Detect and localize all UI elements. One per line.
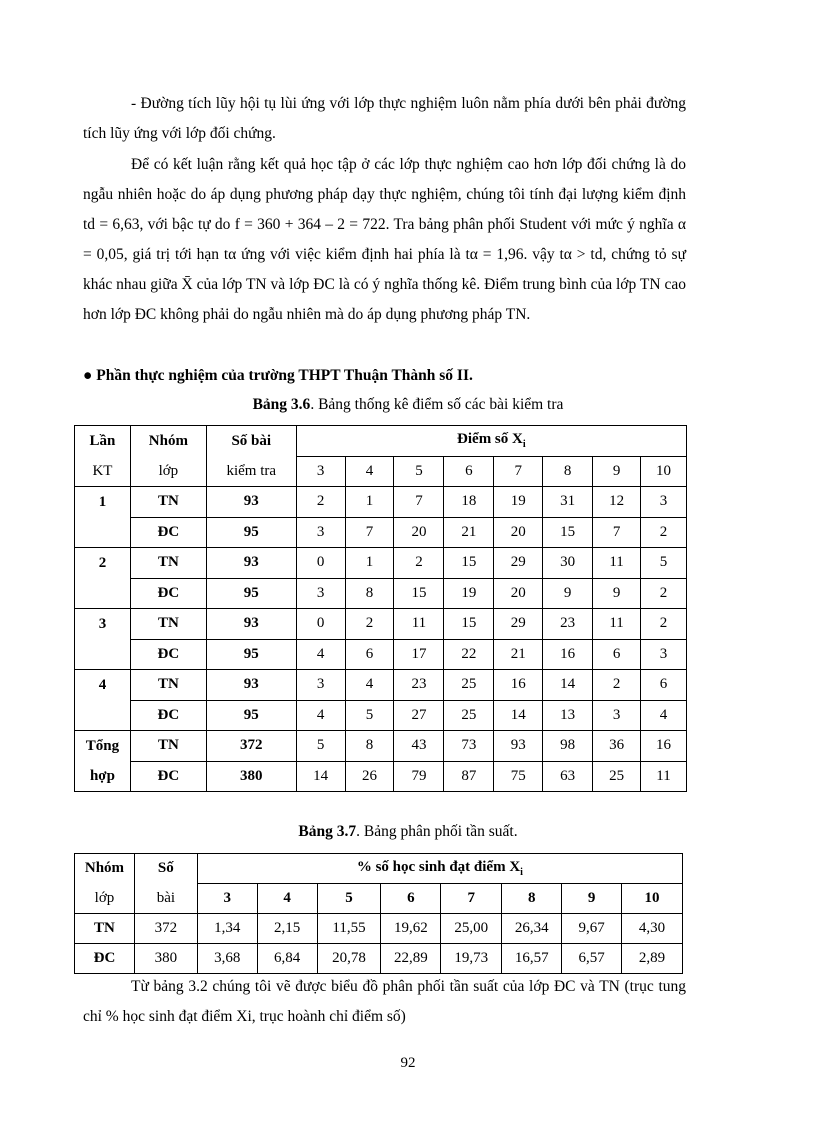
cell-score-value: 11 bbox=[394, 609, 444, 640]
t2-score-header: 6 bbox=[381, 884, 441, 914]
cell-lan-kt bbox=[75, 578, 131, 609]
cell-score-value: 4 bbox=[345, 670, 394, 701]
t2-score-header: 9 bbox=[562, 884, 622, 914]
cell-score-value: 20 bbox=[394, 517, 444, 548]
cell-percent-value: 1,34 bbox=[197, 914, 257, 944]
cell-score-value: 63 bbox=[543, 761, 593, 792]
cell-score-value: 25 bbox=[444, 670, 494, 701]
cell-score-value: 25 bbox=[444, 700, 494, 731]
table-row bbox=[75, 639, 687, 670]
table1-caption-text: . Bảng thống kê điểm số các bài kiểm tra bbox=[310, 396, 564, 413]
cell-score-value: 73 bbox=[444, 731, 494, 762]
table2-caption-text: . Bảng phân phối tần suất. bbox=[356, 823, 518, 840]
t2-header-percent bbox=[197, 854, 682, 884]
cell-score-value: 3 bbox=[296, 517, 345, 548]
table1-header-row bbox=[75, 426, 687, 457]
cell-score-value: 14 bbox=[494, 700, 543, 731]
cell-lan-kt bbox=[75, 517, 131, 548]
table1-caption bbox=[0, 396, 816, 414]
cell-count: 372 bbox=[134, 914, 197, 944]
cell-score-value: 23 bbox=[543, 609, 593, 640]
cell-score-value: 2 bbox=[641, 517, 687, 548]
score-statistics-table bbox=[74, 425, 687, 792]
cell-count: 380 bbox=[206, 761, 296, 792]
cell-score-value: 3 bbox=[296, 578, 345, 609]
score-header: 8 bbox=[543, 456, 593, 487]
cell-score-value: 98 bbox=[543, 731, 593, 762]
table-row bbox=[75, 548, 687, 579]
cell-score-value: 26 bbox=[345, 761, 394, 792]
cell-count: 95 bbox=[206, 578, 296, 609]
table-row bbox=[75, 944, 683, 974]
cell-score-value: 9 bbox=[593, 578, 641, 609]
cell-score-value: 2 bbox=[593, 670, 641, 701]
table-row bbox=[75, 670, 687, 701]
cell-count: 93 bbox=[206, 670, 296, 701]
cell-lan-kt bbox=[75, 700, 131, 731]
cell-count: 95 bbox=[206, 517, 296, 548]
cell-score-value: 18 bbox=[444, 487, 494, 518]
table1-score-row bbox=[75, 456, 687, 487]
cell-score-value: 87 bbox=[444, 761, 494, 792]
score-header: 6 bbox=[444, 456, 494, 487]
cell-score-value: 3 bbox=[593, 700, 641, 731]
cell-score-value: 16 bbox=[641, 731, 687, 762]
cell-score-value: 6 bbox=[641, 670, 687, 701]
table-row bbox=[75, 578, 687, 609]
cell-score-value: 22 bbox=[444, 639, 494, 670]
cell-score-value: 5 bbox=[345, 700, 394, 731]
cell-score-value: 5 bbox=[641, 548, 687, 579]
header-nhom-lop-bottom: lớp bbox=[130, 456, 206, 487]
cell-score-value: 1 bbox=[345, 548, 394, 579]
cell-percent-value: 22,89 bbox=[381, 944, 441, 974]
cell-score-value: 2 bbox=[641, 578, 687, 609]
score-header: 5 bbox=[394, 456, 444, 487]
cell-score-value: 17 bbox=[394, 639, 444, 670]
cell-score-value: 3 bbox=[296, 670, 345, 701]
cell-score-value: 16 bbox=[494, 670, 543, 701]
table2-caption-label: Bảng 3.7 bbox=[298, 823, 357, 840]
cell-score-value: 21 bbox=[494, 639, 543, 670]
page-number: 92 bbox=[400, 1055, 416, 1071]
cell-percent-value: 2,89 bbox=[622, 944, 683, 974]
header-so-bai-bottom: kiểm tra bbox=[206, 456, 296, 487]
cell-score-value: 19 bbox=[494, 487, 543, 518]
cell-percent-value: 11,55 bbox=[317, 914, 381, 944]
cell-percent-value: 19,62 bbox=[381, 914, 441, 944]
cell-score-value: 4 bbox=[296, 700, 345, 731]
cell-score-value: 29 bbox=[494, 609, 543, 640]
t2-score-header: 5 bbox=[317, 884, 381, 914]
cell-group: ĐC bbox=[130, 761, 206, 792]
paragraph-chart-intro: Từ bảng 3.2 chúng tôi vẽ được biểu đồ phân phối tần suất của lớp ĐC và TN (trục tung chỉ % học sinh đạt điểm Xi, trục hoành chỉ điểm số) bbox=[83, 978, 686, 1025]
cell-group: TN bbox=[130, 731, 206, 762]
cell-score-value: 11 bbox=[641, 761, 687, 792]
cell-score-value: 6 bbox=[345, 639, 394, 670]
cell-group: TN bbox=[130, 609, 206, 640]
cell-percent-value: 16,57 bbox=[502, 944, 562, 974]
cell-score-value: 93 bbox=[494, 731, 543, 762]
table2-header-row bbox=[75, 854, 683, 884]
cell-score-value: 2 bbox=[296, 487, 345, 518]
cell-group: ĐC bbox=[130, 578, 206, 609]
cell-count: 95 bbox=[206, 700, 296, 731]
score-header: 4 bbox=[345, 456, 394, 487]
cell-score-value: 0 bbox=[296, 548, 345, 579]
cell-score-value: 30 bbox=[543, 548, 593, 579]
cell-score-value: 27 bbox=[394, 700, 444, 731]
cell-group: ĐC bbox=[75, 944, 135, 974]
cell-score-value: 11 bbox=[593, 548, 641, 579]
table2-caption bbox=[0, 823, 816, 841]
cell-percent-value: 3,68 bbox=[197, 944, 257, 974]
cell-group: TN bbox=[130, 670, 206, 701]
cell-score-value: 12 bbox=[593, 487, 641, 518]
header-diem-so-sub: i bbox=[522, 439, 526, 451]
cell-lan-kt: Tổng bbox=[75, 731, 131, 762]
cell-lan-kt: 3 bbox=[75, 609, 131, 640]
header-so-bai-top: Số bài bbox=[206, 426, 296, 457]
cell-score-value: 2 bbox=[641, 609, 687, 640]
cell-percent-value: 6,57 bbox=[562, 944, 622, 974]
cell-lan-kt: 1 bbox=[75, 487, 131, 518]
cell-score-value: 15 bbox=[394, 578, 444, 609]
cell-score-value: 7 bbox=[593, 517, 641, 548]
t2-header-nhom-bottom: lớp bbox=[75, 884, 135, 914]
cell-score-value: 3 bbox=[641, 639, 687, 670]
t2-score-header: 3 bbox=[197, 884, 257, 914]
table1-caption-label: Bảng 3.6 bbox=[252, 396, 311, 413]
cell-percent-value: 25,00 bbox=[441, 914, 502, 944]
table-row bbox=[75, 517, 687, 548]
cell-percent-value: 4,30 bbox=[622, 914, 683, 944]
t2-header-percent-label: % số học sinh đạt điểm X bbox=[356, 859, 521, 875]
cell-percent-value: 20,78 bbox=[317, 944, 381, 974]
cell-score-value: 3 bbox=[641, 487, 687, 518]
cell-score-value: 4 bbox=[296, 639, 345, 670]
cell-count: 93 bbox=[206, 609, 296, 640]
cell-score-value: 14 bbox=[296, 761, 345, 792]
cell-score-value: 20 bbox=[494, 578, 543, 609]
cell-score-value: 11 bbox=[593, 609, 641, 640]
cell-score-value: 29 bbox=[494, 548, 543, 579]
cell-score-value: 21 bbox=[444, 517, 494, 548]
cell-count: 93 bbox=[206, 487, 296, 518]
t2-score-header: 8 bbox=[502, 884, 562, 914]
cell-score-value: 2 bbox=[394, 548, 444, 579]
cell-score-value: 19 bbox=[444, 578, 494, 609]
cell-percent-value: 19,73 bbox=[441, 944, 502, 974]
cell-score-value: 9 bbox=[543, 578, 593, 609]
table-row bbox=[75, 731, 687, 762]
cell-score-value: 31 bbox=[543, 487, 593, 518]
cell-count: 380 bbox=[134, 944, 197, 974]
cell-score-value: 5 bbox=[296, 731, 345, 762]
cell-score-value: 14 bbox=[543, 670, 593, 701]
cell-percent-value: 2,15 bbox=[257, 914, 317, 944]
table-row bbox=[75, 914, 683, 944]
cell-score-value: 1 bbox=[345, 487, 394, 518]
cell-score-value: 8 bbox=[345, 731, 394, 762]
cell-score-value: 2 bbox=[345, 609, 394, 640]
score-header: 7 bbox=[494, 456, 543, 487]
t2-score-header: 4 bbox=[257, 884, 317, 914]
t2-header-nhom-top: Nhóm bbox=[75, 854, 135, 884]
header-diem-so-label: Điểm số X bbox=[457, 431, 523, 448]
table-row bbox=[75, 487, 687, 518]
cell-score-value: 4 bbox=[641, 700, 687, 731]
cell-score-value: 13 bbox=[543, 700, 593, 731]
cell-score-value: 15 bbox=[543, 517, 593, 548]
cell-score-value: 23 bbox=[394, 670, 444, 701]
cell-group: TN bbox=[130, 487, 206, 518]
cell-lan-kt: hợp bbox=[75, 761, 131, 792]
table-row bbox=[75, 700, 687, 731]
cell-score-value: 7 bbox=[345, 517, 394, 548]
t2-score-header: 10 bbox=[622, 884, 683, 914]
paragraph-t-test: Để có kết luận rằng kết quả học tập ở các lớp thực nghiệm cao hơn lớp đối chứng là do ngẫu nhiên hoặc do áp dụng phương pháp dạy thực nghiệm, chúng tôi tính đại lượng kiểm định td = 6,63, với bậc tự do f = 360 + 364 – 2 = 722. Tra bảng phân phối Student với mức ý nghĩa α = 0,05, giá trị tới hạn tα ứng với việc kiểm định hai phía là tα = 1,96. vậy tα > td, chứng tỏ sự khác nhau giữa X̄ của lớp TN và lớp ĐC là có ý nghĩa thống kê. Điểm trung bình của lớp TN cao hơn lớp ĐC không phải do ngẫu nhiên mà do áp dụng phương pháp TN. bbox=[83, 156, 686, 323]
t2-header-so-top: Số bbox=[134, 854, 197, 884]
score-header: 9 bbox=[593, 456, 641, 487]
cell-lan-kt bbox=[75, 639, 131, 670]
cell-percent-value: 26,34 bbox=[502, 914, 562, 944]
cell-score-value: 43 bbox=[394, 731, 444, 762]
header-lan-kt-bottom: KT bbox=[75, 456, 131, 487]
cell-score-value: 16 bbox=[543, 639, 593, 670]
cell-score-value: 0 bbox=[296, 609, 345, 640]
section-heading: ● Phần thực nghiệm của trường THPT Thuận Thành số II. bbox=[83, 367, 473, 384]
cell-score-value: 36 bbox=[593, 731, 641, 762]
cell-score-value: 15 bbox=[444, 548, 494, 579]
cell-group: ĐC bbox=[130, 700, 206, 731]
header-lan-kt-top: Lần bbox=[75, 426, 131, 457]
cell-count: 93 bbox=[206, 548, 296, 579]
table2-score-row bbox=[75, 884, 683, 914]
cell-lan-kt: 4 bbox=[75, 670, 131, 701]
cell-score-value: 75 bbox=[494, 761, 543, 792]
cell-group: ĐC bbox=[130, 517, 206, 548]
score-header: 10 bbox=[641, 456, 687, 487]
header-nhom-lop-top: Nhóm bbox=[130, 426, 206, 457]
table-row bbox=[75, 761, 687, 792]
frequency-distribution-table bbox=[74, 853, 683, 974]
cell-percent-value: 9,67 bbox=[562, 914, 622, 944]
cell-group: TN bbox=[75, 914, 135, 944]
cell-percent-value: 6,84 bbox=[257, 944, 317, 974]
table-row bbox=[75, 609, 687, 640]
cell-count: 372 bbox=[206, 731, 296, 762]
paragraph-cumulative-curve: - Đường tích lũy hội tụ lùi ứng với lớp thực nghiệm luôn nằm phía dưới bên phải đường tích lũy ứng với lớp đối chứng. bbox=[83, 95, 686, 142]
cell-group: TN bbox=[130, 548, 206, 579]
cell-group: ĐC bbox=[130, 639, 206, 670]
cell-score-value: 15 bbox=[444, 609, 494, 640]
cell-lan-kt: 2 bbox=[75, 548, 131, 579]
cell-count: 95 bbox=[206, 639, 296, 670]
t2-header-percent-sub: i bbox=[520, 867, 523, 878]
cell-score-value: 7 bbox=[394, 487, 444, 518]
t2-score-header: 7 bbox=[441, 884, 502, 914]
cell-score-value: 79 bbox=[394, 761, 444, 792]
t2-header-so-bottom: bài bbox=[134, 884, 197, 914]
cell-score-value: 20 bbox=[494, 517, 543, 548]
cell-score-value: 6 bbox=[593, 639, 641, 670]
cell-score-value: 25 bbox=[593, 761, 641, 792]
header-diem-so bbox=[296, 426, 686, 457]
score-header: 3 bbox=[296, 456, 345, 487]
cell-score-value: 8 bbox=[345, 578, 394, 609]
